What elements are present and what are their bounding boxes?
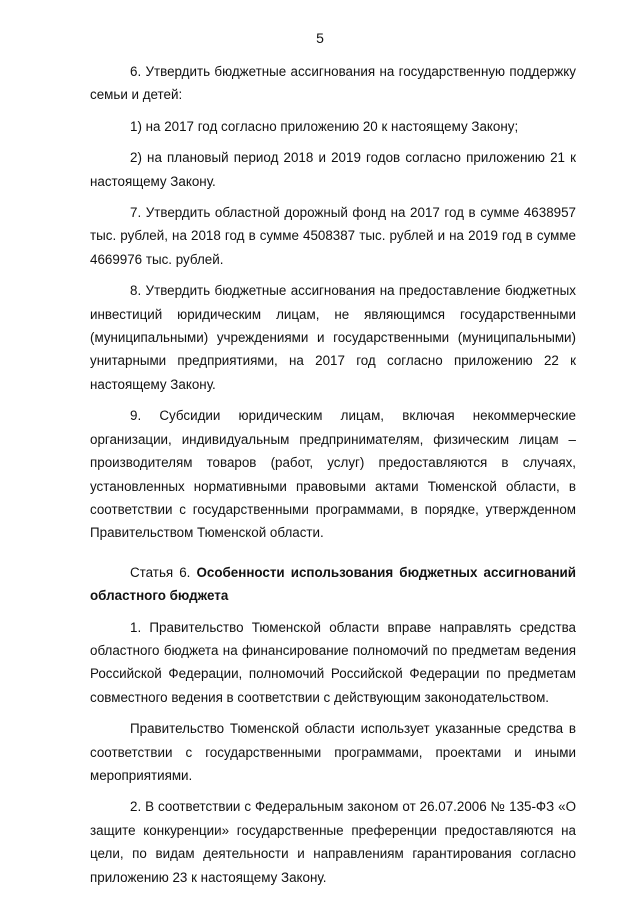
- article-heading: [90, 561, 576, 608]
- paragraph-6-item-1: 1) на 2017 год согласно приложению 20 к настоящему Закону;: [130, 118, 519, 134]
- paragraph-6: 6. Утвердить бюджетные ассигнования на государственную поддержку семьи и детей:: [90, 64, 576, 103]
- document-body: [90, 60, 576, 889]
- paragraph-8: 8. Утвердить бюджетные ассигнования на предоставление бюджетных инвестиций юридическим лицам, не являющимся государственными (муниципальными) учреждениями и государственными (муниципальными) унитарными предприятиями, на 2017 год согласно приложению 22 к настоящему Закону.: [90, 283, 576, 392]
- article-title: Особенности использования бюджетных ассигнований областного бюджета: [90, 564, 576, 604]
- page-number: 5: [316, 30, 324, 46]
- article-paragraph-3: 2. В соответствии с Федеральным законом от 26.07.2006 № 135-ФЗ «О защите конкуренции» государственные преференции предоставляются на цели, по видам деятельности и направлениям гарантирования согласно приложению 23 к настоящему Закону.: [90, 799, 576, 885]
- article-paragraph-2: Правительство Тюменской области использует указанные средства в соответствии с государственными программами, проектами и иными мероприятиями.: [90, 721, 576, 783]
- paragraph-7: 7. Утвердить областной дорожный фонд на 2017 год в сумме 4638957 тыс. рублей, на 2018 год в сумме 4508387 тыс. рублей и на 2019 год в сумме 4669976 тыс. рублей.: [90, 205, 576, 267]
- article-label: Статья 6.: [130, 564, 197, 580]
- article-paragraph-1: 1. Правительство Тюменской области вправе направлять средства областного бюджета на финансирование полномочий по предметам ведения Российской Федерации, полномочий Российской Федерации по предметам совместного ведения в соответствии с действующим законодательством.: [90, 619, 576, 705]
- paragraph-6-item-2: 2) на плановый период 2018 и 2019 годов согласно приложению 21 к настоящему Закону.: [90, 150, 576, 189]
- paragraph-9: 9. Субсидии юридическим лицам, включая некоммерческие организации, индивидуальным предпринимателям, физическим лицам – производителям товаров (работ, услуг) предоставляются в случаях, установленных нормативными правовыми актами Тюменской области, в соответствии с государственными программами, в порядке, утвержденном Правительством Тюменской области.: [90, 408, 576, 541]
